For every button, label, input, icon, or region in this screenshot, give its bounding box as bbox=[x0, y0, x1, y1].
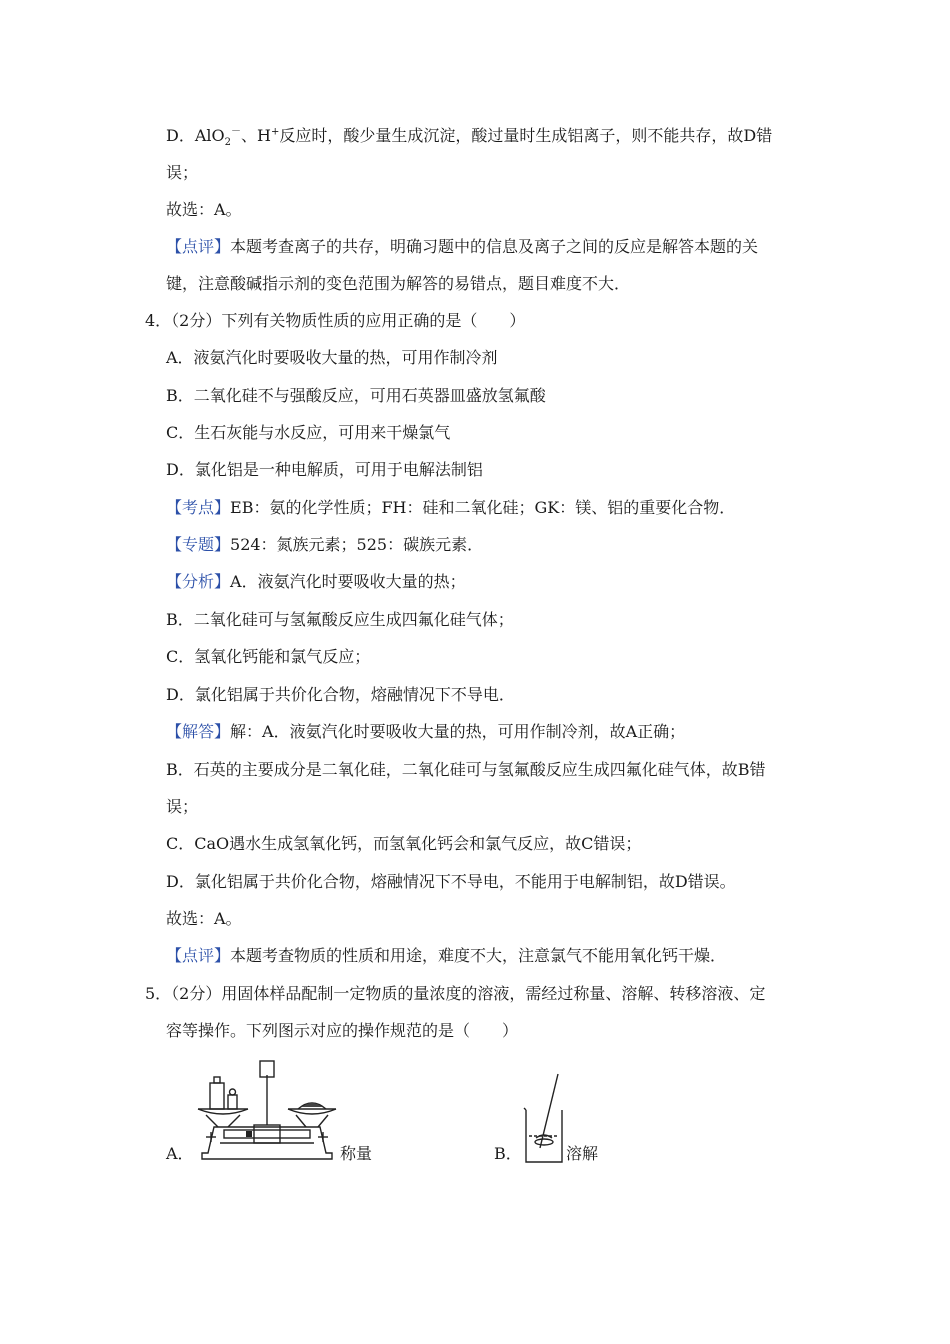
q4-jieda-d: D．氯化铝属于共价化合物，熔融情况下不导电，不能用于电解制铝，故D错误。 bbox=[166, 872, 736, 891]
prev-review-cont: 键，注意酸碱指示剂的变色范围为解答的易错点，题目难度不大． bbox=[166, 274, 631, 293]
q5-option-b-label: 溶解 bbox=[566, 1144, 599, 1163]
q4-fenxi-c: C．氢氧化钙能和氯气反应； bbox=[166, 647, 371, 666]
q5-option-a-label: 称量 bbox=[340, 1144, 373, 1163]
q5-option-b-letter: B． bbox=[494, 1144, 522, 1163]
prev-choice: 故选：A。 bbox=[166, 200, 242, 219]
review-tag: 【点评】 bbox=[166, 237, 231, 256]
q4-option-b: B．二氧化硅不与强酸反应，可用石英器皿盛放氢氟酸 bbox=[166, 386, 546, 405]
q4-jieda-c: C．CaO遇水生成氢氧化钙，而氢氧化钙会和氯气反应，故C错误； bbox=[166, 834, 642, 853]
jieda-tag: 【解答】 bbox=[166, 722, 231, 741]
zhuanti-tag: 【专题】 bbox=[166, 535, 231, 554]
q4-option-c: C．生石灰能与水反应，可用来干燥氯气 bbox=[166, 423, 451, 442]
q5-stem-cont: 容等操作。下列图示对应的操作规范的是（ ） bbox=[166, 1021, 519, 1040]
q4-choice: 故选：A。 bbox=[166, 909, 242, 928]
q4-option-d: D．氯化铝是一种电解质，可用于电解法制铝 bbox=[166, 460, 483, 479]
prev-option-d: D．AlO$_2$－、H+反应时，酸少量生成沉淀，酸过量时生成铝离子，则不能共存，故D错 bbox=[166, 126, 773, 149]
review-tag: 【点评】 bbox=[166, 946, 231, 965]
q4-jieda-b-cont: 误； bbox=[166, 797, 199, 816]
q4-jieda: 【解答】解：A．液氨汽化时要吸收大量的热，可用作制冷剂，故A正确； bbox=[166, 722, 686, 741]
q4-jieda-b: B．石英的主要成分是二氧化硅，二氧化硅可与氢氟酸反应生成四氟化硅气体，故B错 bbox=[166, 760, 766, 779]
kaodian-tag: 【考点】 bbox=[166, 498, 231, 517]
q5-stem: 5．（2分）用固体样品配制一定物质的量浓度的溶液，需经过称量、溶解、转移溶液、定 bbox=[145, 984, 766, 1003]
beaker-stirring-figure bbox=[522, 1072, 566, 1166]
q4-stem: 4．（2分）下列有关物质性质的应用正确的是（ ） bbox=[145, 311, 526, 330]
fenxi-tag: 【分析】 bbox=[166, 572, 231, 591]
q4-zhuanti: 【专题】524：氮族元素；525：碳族元素． bbox=[166, 535, 484, 554]
q4-review: 【点评】本题考查物质的性质和用途，难度不大，注意氯气不能用氧化钙干燥． bbox=[166, 946, 727, 965]
q4-fenxi-d: D．氯化铝属于共价化合物，熔融情况下不导电． bbox=[166, 685, 515, 704]
q5-option-a-letter: A． bbox=[166, 1144, 194, 1163]
q4-kaodian: 【考点】EB：氨的化学性质；FH：硅和二氧化硅；GK：镁、铝的重要化合物． bbox=[166, 498, 736, 517]
balance-scale-figure bbox=[196, 1057, 338, 1165]
q4-option-a: A．液氨汽化时要吸收大量的热，可用作制冷剂 bbox=[166, 348, 498, 367]
prev-option-d-cont: 误； bbox=[166, 163, 199, 182]
prev-review: 【点评】本题考查离子的共存，明确习题中的信息及离子之间的反应是解答本题的关 bbox=[166, 237, 759, 256]
q4-fenxi-b: B．二氧化硅可与氢氟酸反应生成四氟化硅气体； bbox=[166, 610, 514, 629]
q4-fenxi: 【分析】A．液氨汽化时要吸收大量的热； bbox=[166, 572, 466, 591]
